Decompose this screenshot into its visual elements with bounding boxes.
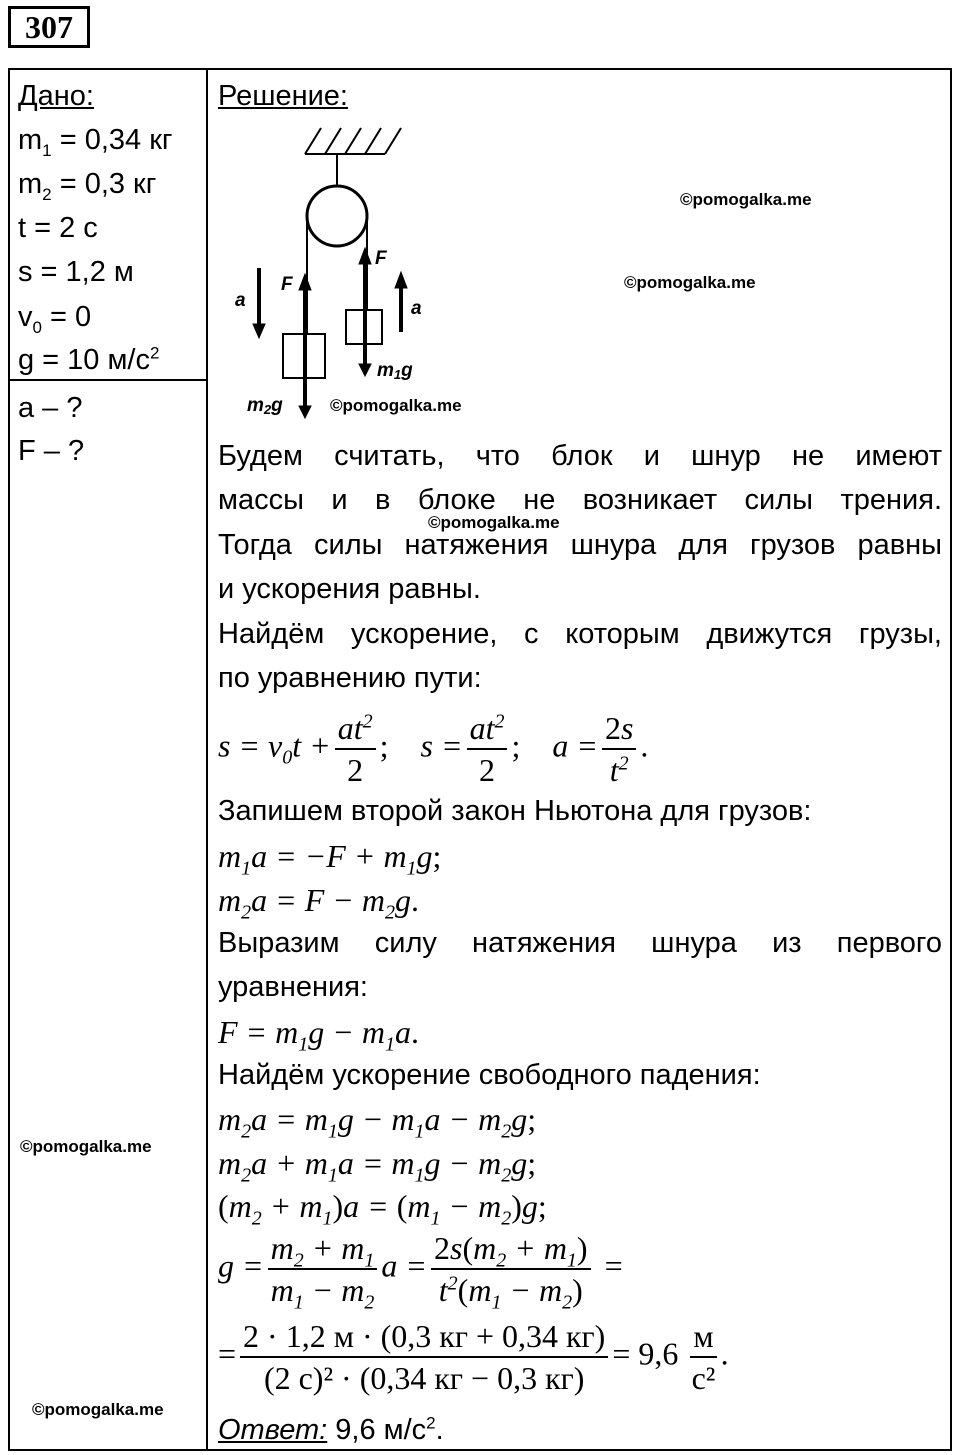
given-m2: $m_2 = 0,3$ кг xyxy=(18,168,157,204)
column-divider xyxy=(206,68,208,1451)
equation-numeric: = $\frac{2 \cdot 1,2 м \cdot (0,3 кг + 0,34 кг)}{\text{(2 с)² · (0,34 кг − 0,3 кг)}}$ = 9,6 $\frac{м}{\text{с²}}$ . xyxy=(218,1318,729,1396)
diagram-label-m2g: m2g xyxy=(247,395,283,417)
given-s: s = 1,2 м xyxy=(18,256,134,288)
find-f: F – ? xyxy=(18,435,85,467)
watermark: ©pomogalka.me xyxy=(20,1137,152,1156)
diagram-label-m1g: m1g xyxy=(377,360,413,382)
equation-tension: $F = m_1g - m_1a$. xyxy=(218,1014,419,1056)
pulley-diagram xyxy=(225,118,515,423)
numeric-result: = 9,6 xyxy=(612,1335,679,1372)
paragraph-line: уравнения: xyxy=(218,971,368,1003)
given-m1: $m_1 = 0,34$ кг xyxy=(18,124,173,160)
paragraph-line: и ускорения равны. xyxy=(218,573,481,605)
given-g: g = 10 $м/с^2$ xyxy=(18,343,160,376)
paragraph-line: Будем считать, что блок и шнур не имеют xyxy=(218,440,942,472)
given-t: t = 2 с xyxy=(18,212,98,244)
watermark: ©pomogalka.me xyxy=(330,396,462,415)
find-a: a – ? xyxy=(18,392,83,424)
watermark: ©pomogalka.me xyxy=(680,190,812,209)
answer-label: Ответ: xyxy=(218,1414,328,1446)
equation-g-formula: g = $\frac{m_2 + m_1}{m_1 - m_2}$ a = $\frac{2s(m_2 + m_1)}{t^2(m_1 - m_2)}$ = xyxy=(218,1230,625,1314)
problem-number: 307 xyxy=(8,6,90,48)
unit-numerator: м xyxy=(690,1316,716,1358)
numeric-numerator: 2 · 1,2 м · (0,3 кг + 0,34 кг) xyxy=(240,1316,608,1358)
diagram-label-a-left: a xyxy=(235,290,246,311)
equation-newton-1: $m_1a = -F + m_1g$; xyxy=(218,838,442,880)
diagram-label-f-right: F xyxy=(375,248,387,269)
paragraph-line: Запишем второй закон Ньютона для грузов: xyxy=(218,795,812,827)
answer: Ответ: 9,6 $м/с^2$. xyxy=(218,1413,444,1446)
watermark: ©pomogalka.me xyxy=(428,513,560,532)
equation-newton-2: $m_2a = F - m_2g$. xyxy=(218,882,419,924)
watermark: ©pomogalka.me xyxy=(32,1400,164,1419)
given-v0: $v_0 = 0$ xyxy=(18,301,92,337)
equation-kinematics: $s = v_0t$ + $\frac{at^2}{2}$ ; s = $\frac{at^2}{2}$ ; a = $\frac{2s}{t^2}$ . xyxy=(218,710,649,788)
pulley-wheel xyxy=(307,186,367,246)
unit-denominator: с² xyxy=(691,1360,716,1396)
numeric-denominator: (2 с)² · (0,34 кг − 0,3 кг) xyxy=(263,1360,585,1396)
equation-step-3: $(m_2 + m_1)a = (m_1 - m_2)g$; xyxy=(218,1188,547,1230)
paragraph-line: массы и в блоке не возникает силы трения. xyxy=(218,484,942,516)
paragraph-line: Найдём ускорение свободного падения: xyxy=(218,1059,761,1091)
paragraph-line: Найдём ускорение, с которым движутся грузы, xyxy=(218,618,942,650)
paragraph-line: Тогда силы натяжения шнура для грузов равны xyxy=(218,529,942,561)
equation-step-1: $m_2a = m_1g - m_1a - m_2g$; xyxy=(218,1101,537,1143)
equation-step-2: $m_2a + m_1a = m_1g - m_2g$; xyxy=(218,1145,537,1187)
paragraph-line: Выразим силу натяжения шнура из первого xyxy=(218,927,942,959)
watermark: ©pomogalka.me xyxy=(624,273,756,292)
solution-header: Решение: xyxy=(218,80,348,112)
diagram-label-a-right: a xyxy=(411,298,422,319)
diagram-label-f-left: F xyxy=(281,274,293,295)
paragraph-line: по уравнению пути: xyxy=(218,662,482,694)
given-header: Дано: xyxy=(18,80,94,112)
